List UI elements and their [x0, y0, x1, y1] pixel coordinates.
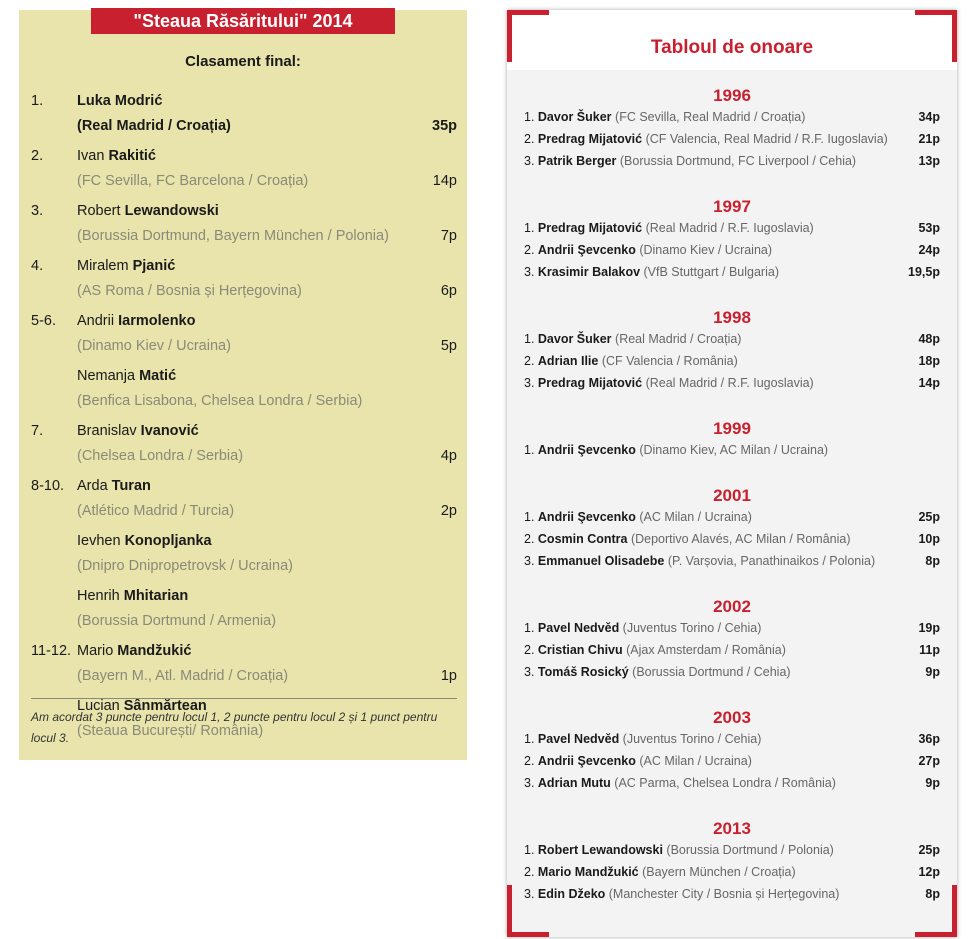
honor-club: (Borussia Dortmund / Cehia): [632, 665, 791, 679]
honor-row: [524, 753, 940, 769]
honor-points: 25p: [918, 843, 940, 857]
divider: [31, 698, 457, 699]
honor-row: [524, 531, 940, 547]
honor-row: [524, 775, 940, 791]
honor-name: Davor Šuker: [537, 110, 616, 124]
entry-rank: 1.: [31, 93, 44, 109]
entry-first-name: Ivan: [77, 148, 109, 164]
corner-bracket: [507, 10, 549, 15]
honor-club: (Deportivo Alavés, AC Milan / România): [630, 532, 851, 546]
honor-points: 11p: [919, 643, 940, 657]
entry-name: [77, 144, 156, 169]
entry-rank: 11-12.: [31, 643, 72, 659]
entry-first-name: Henrih: [77, 588, 124, 604]
entry-last-name: Rakitić: [108, 148, 156, 164]
honor-club: (Bayern München / Croația): [642, 865, 796, 879]
entry-name: [77, 309, 195, 334]
entry-last-name: Mhitarian: [123, 588, 189, 604]
honor-name: Predrag Mijatović: [537, 132, 646, 146]
honor-rank: 2.: [524, 132, 538, 146]
entry-club-line: [31, 499, 457, 524]
entry-name-line: [31, 584, 457, 609]
honor-name: Cosmin Contra: [537, 532, 631, 546]
corner-bracket: [915, 932, 957, 937]
honor-rank: 1.: [524, 221, 538, 235]
honor-club: (VfB Stuttgart / Bulgaria): [643, 265, 779, 279]
honor-name: Pavel Nedvěd: [537, 621, 623, 635]
entry-club: (Atlético Madrid / Turcia): [77, 503, 235, 519]
honor-rank: 2.: [524, 754, 538, 768]
honor-row: [524, 442, 940, 458]
corner-bracket: [507, 932, 549, 937]
entry-club: (Real Madrid / Croația): [77, 118, 231, 134]
honor-name: Tomáš Rosický: [537, 665, 633, 679]
honor-row: [524, 264, 940, 280]
year-heading: 1997: [713, 197, 751, 216]
entry-first-name: Lucian: [77, 698, 124, 714]
honor-rank: 3.: [524, 887, 538, 901]
entry-club-line: [31, 169, 457, 194]
honor-club: (Borussia Dortmund, FC Liverpool / Cehia): [619, 154, 857, 168]
honor-row: [524, 553, 940, 569]
entry-name-line: [31, 254, 457, 279]
honor-rank: 3.: [524, 154, 538, 168]
honor-row: [524, 509, 940, 525]
entry-club: (Chelsea Londra / Serbia): [77, 448, 244, 464]
honor-rank: 3.: [524, 554, 538, 568]
honor-club: (Real Madrid / R.F. Iugoslavia): [645, 221, 814, 235]
honor-points: 9p: [925, 776, 940, 790]
honor-rank: 2.: [524, 643, 538, 657]
entry-last-name: Turan: [111, 478, 151, 494]
entry-rank: 3.: [31, 203, 44, 219]
entry-first-name: Andrii: [77, 313, 119, 329]
entry-rank: 5-6.: [31, 313, 56, 329]
honor-points: 27p: [918, 754, 940, 768]
entry-club-line: [31, 554, 457, 579]
entry-club-line: [31, 279, 457, 304]
ranking-note: Am acordat 3 puncte pentru locul 1, 2 puncte pentru locul 2 și 1 punct pentru locul 3.: [31, 710, 438, 745]
honor-club: (AC Milan / Ucraina): [639, 510, 752, 524]
entry-first-name: Robert: [77, 203, 125, 219]
entry-club-line: [31, 114, 457, 139]
ranking-panel: [19, 10, 467, 760]
honor-points: 48p: [918, 332, 940, 346]
entry-first-name: Miralem: [77, 258, 133, 274]
entry-points: 7p: [440, 228, 457, 244]
honor-row: [524, 642, 940, 658]
honor-row: [524, 109, 940, 125]
ranking-title: "Steaua Răsăritului" 2014: [91, 8, 395, 34]
honor-points: 21p: [918, 132, 940, 146]
honor-points: 53p: [918, 221, 940, 235]
entry-name: [77, 474, 151, 499]
honor-club: (Dinamo Kiev / Ucraina): [639, 243, 773, 257]
honor-club: (Manchester City / Bosnia și Herțegovina): [608, 887, 840, 901]
honor-row: [524, 242, 940, 258]
year-heading: 2002: [713, 597, 751, 616]
entry-name-line: [31, 529, 457, 554]
honor-rank: 1.: [524, 332, 538, 346]
honor-row: [524, 886, 940, 902]
corner-bracket: [507, 885, 512, 937]
honor-name: Andrii Şevcenko: [537, 510, 640, 524]
honor-club: (Borussia Dortmund / Polonia): [666, 843, 834, 857]
entry-club-line: [31, 224, 457, 249]
entry-name: [77, 364, 176, 389]
year-heading: 1996: [713, 86, 751, 105]
entry-club-line: [31, 389, 457, 414]
entry-points: 35p: [432, 118, 457, 134]
honor-row: [524, 131, 940, 147]
entry-name: [77, 199, 219, 224]
entry-name: [77, 419, 199, 444]
honor-points: 19p: [918, 621, 940, 635]
entry-points: 4p: [440, 448, 457, 464]
honor-rank: 1.: [524, 732, 538, 746]
honor-rank: 1.: [524, 621, 538, 635]
entry-first-name: Branislav: [77, 423, 141, 439]
entry-first-name: Arda: [77, 478, 112, 494]
year-heading: 2013: [713, 819, 751, 838]
honor-club: (AC Milan / Ucraina): [639, 754, 752, 768]
entry-rank: 4.: [31, 258, 44, 274]
honor-points: 9p: [925, 665, 940, 679]
honor-name: Pavel Nedvěd: [537, 732, 623, 746]
entry-name: [77, 89, 162, 114]
honor-club: (P. Varșovia, Panathinaikos / Polonia): [667, 554, 876, 568]
honor-rank: 2.: [524, 243, 538, 257]
entry-last-name: Luka Modrić: [77, 93, 163, 109]
honor-rank: 2.: [524, 532, 538, 546]
honor-name: Andrii Şevcenko: [537, 443, 640, 457]
entry-club-line: [31, 664, 457, 689]
honor-club: (Real Madrid / R.F. Iugoslavia): [645, 376, 814, 390]
corner-bracket: [915, 10, 957, 15]
honor-row: [524, 731, 940, 747]
honor-row: [524, 842, 940, 858]
entry-rank: 8-10.: [31, 478, 65, 494]
honor-points: 8p: [925, 554, 940, 568]
entry-name-line: [31, 309, 457, 334]
ranking-subtitle: Clasament final:: [185, 53, 301, 70]
entry-first-name: Ievhen: [77, 533, 125, 549]
entry-last-name: Sânmărtean: [123, 698, 207, 714]
entry-club-line: [31, 609, 457, 634]
honor-rank: 2.: [524, 865, 538, 879]
honor-rank: 2.: [524, 354, 538, 368]
honor-row: [524, 864, 940, 880]
entry-points: 6p: [440, 283, 457, 299]
honor-club: (CF Valencia / România): [601, 354, 738, 368]
honor-name: Emmanuel Olisadebe: [537, 554, 668, 568]
entry-club: (Benfica Lisabona, Chelsea Londra / Serbia): [77, 393, 363, 409]
entry-last-name: Mandžukić: [117, 643, 192, 659]
honor-rank: 3.: [524, 665, 538, 679]
entry-rank: 7.: [31, 423, 44, 439]
honor-club: (Dinamo Kiev, AC Milan / Ucraina): [639, 443, 829, 457]
honor-row: [524, 153, 940, 169]
entry-name-line: [31, 199, 457, 224]
entry-first-name: Mario: [77, 643, 118, 659]
honor-name: Edin Džeko: [537, 887, 609, 901]
honor-rank: 3.: [524, 776, 538, 790]
entry-name: [77, 254, 175, 279]
entry-club: (AS Roma / Bosnia și Herțegovina): [77, 283, 302, 299]
corner-bracket: [952, 885, 957, 937]
honor-name: Krasimir Balakov: [537, 265, 644, 279]
honor-rank: 1.: [524, 843, 538, 857]
entry-name-line: [31, 364, 457, 389]
entry-club: (FC Sevilla, FC Barcelona / Croația): [77, 173, 309, 189]
honor-points: 14p: [918, 376, 940, 390]
honor-name: Adrian Mutu: [537, 776, 615, 790]
entry-first-name: Nemanja: [77, 368, 140, 384]
honor-name: Cristian Chivu: [537, 643, 627, 657]
entry-name-line: [31, 89, 457, 114]
entry-club-line: [31, 334, 457, 359]
honor-club: (Juventus Torino / Cehia): [622, 732, 762, 746]
honor-points: 12p: [918, 865, 940, 879]
entry-club: (Borussia Dortmund, Bayern München / Polonia): [77, 228, 389, 244]
honor-roll-panel: [507, 10, 957, 937]
honor-roll-title: Tabloul de onoare: [650, 37, 814, 58]
honor-row: [524, 375, 940, 391]
entry-points: 2p: [440, 503, 457, 519]
honor-club: (Real Madrid / Croația): [615, 332, 742, 346]
honor-row: [524, 331, 940, 347]
honor-points: 8p: [925, 887, 940, 901]
honor-rank: 3.: [524, 376, 538, 390]
honor-name: Andrii Şevcenko: [537, 243, 640, 257]
entry-name: [77, 529, 212, 554]
honor-club: (Ajax Amsterdam / România): [626, 643, 786, 657]
honor-rank: 3.: [524, 265, 538, 279]
entry-points: 5p: [440, 338, 457, 354]
honor-rank: 1.: [524, 110, 538, 124]
entry-name: [77, 639, 191, 664]
entry-last-name: Konopljanka: [124, 533, 212, 549]
entry-club: (Borussia Dortmund / Armenia): [77, 613, 277, 629]
honor-club: (AC Parma, Chelsea Londra / România): [614, 776, 836, 790]
year-heading: 2001: [713, 486, 751, 505]
entry-club: (Dnipro Dnipropetrovsk / Ucraina): [77, 558, 293, 574]
honor-points: 25p: [918, 510, 940, 524]
honor-name: Adrian Ilie: [537, 354, 602, 368]
entry-name-line: [31, 639, 457, 664]
entry-name-line: [31, 144, 457, 169]
entry-last-name: Ivanović: [140, 423, 199, 439]
entry-club-line: [31, 444, 457, 469]
honor-club: (Juventus Torino / Cehia): [622, 621, 762, 635]
year-heading: 1998: [713, 308, 751, 327]
entry-name: [77, 584, 188, 609]
honor-row: [524, 620, 940, 636]
honor-rank: 1.: [524, 443, 538, 457]
honor-name: Predrag Mijatović: [537, 221, 646, 235]
honor-points: 36p: [918, 732, 940, 746]
entry-last-name: Pjanić: [132, 258, 176, 274]
entry-last-name: Iarmolenko: [118, 313, 196, 329]
honor-points: 34p: [918, 110, 940, 124]
entry-last-name: Matić: [139, 368, 177, 384]
honor-points: 19,5p: [908, 265, 940, 279]
honor-points: 13p: [918, 154, 940, 168]
honor-row: [524, 664, 940, 680]
honor-name: Predrag Mijatović: [537, 376, 646, 390]
honor-name: Patrik Berger: [537, 154, 620, 168]
entry-last-name: Lewandowski: [124, 203, 219, 219]
honor-name: Robert Lewandowski: [537, 843, 667, 857]
entry-points: 1p: [440, 668, 457, 684]
honor-points: 10p: [918, 532, 940, 546]
year-heading: 1999: [713, 419, 751, 438]
honor-points: 18p: [918, 354, 940, 368]
honor-club: (FC Sevilla, Real Madrid / Croația): [615, 110, 806, 124]
honor-row: [524, 220, 940, 236]
entry-club: (Steaua București/ România): [77, 723, 264, 739]
entry-club: (Bayern M., Atl. Madrid / Croația): [77, 668, 289, 684]
entry-club: (Dinamo Kiev / Ucraina): [77, 338, 231, 354]
entry-name-line: [31, 419, 457, 444]
year-heading: 2003: [713, 708, 751, 727]
honor-club: (CF Valencia, Real Madrid / R.F. Iugoslavia): [645, 132, 888, 146]
honor-name: Andrii Şevcenko: [537, 754, 640, 768]
honor-name: Davor Šuker: [537, 332, 616, 346]
honor-rank: 1.: [524, 510, 538, 524]
honor-points: 24p: [918, 243, 940, 257]
honor-name: Mario Mandžukić: [537, 865, 643, 879]
ranking-list: [31, 89, 457, 744]
entry-points: 14p: [432, 173, 457, 189]
honor-row: [524, 353, 940, 369]
entry-rank: 2.: [31, 148, 44, 164]
entry-name-line: [31, 474, 457, 499]
